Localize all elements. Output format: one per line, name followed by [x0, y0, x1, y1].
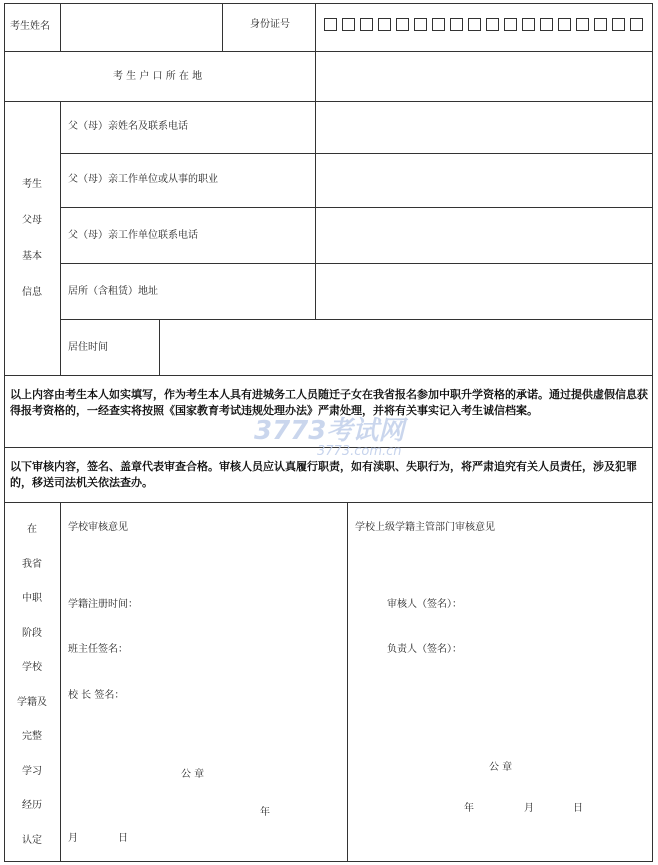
- row-divider: [60, 319, 652, 320]
- parents-side-label-4: 信息: [22, 287, 42, 298]
- id-digit-box[interactable]: [612, 18, 625, 31]
- row-divider: [60, 153, 652, 154]
- residence-input[interactable]: [317, 265, 650, 317]
- id-digit-box[interactable]: [342, 18, 355, 31]
- school-month-label: 月: [68, 833, 78, 844]
- col-divider: [60, 3, 61, 51]
- col-divider: [315, 3, 316, 51]
- parent-work-label: 父（母）亲工作单位或从事的职业: [68, 174, 218, 185]
- row-divider: [4, 502, 652, 503]
- row-divider: [4, 51, 652, 52]
- id-digit-box[interactable]: [432, 18, 445, 31]
- teacher-sign-label: 班主任签名：: [68, 644, 128, 655]
- col-divider: [315, 51, 316, 101]
- review-side-label-line: 学习: [22, 765, 42, 777]
- responsible-sign-label: 负责人（签名）：: [387, 644, 462, 655]
- school-year-label: 年: [260, 807, 270, 818]
- promise-text: 以上内容由考生本人如实填写，作为考生本人具有进城务工人员随迁子女在我省报名参加中职升学资格的承诺。通过提供虚假信息获得报考资格的，一经查实将按照《国家教育考试违规处理办法》严肃处理，并将有关事实记入考生诚信档案。: [10, 388, 648, 417]
- school-seal-label: 公 章: [181, 769, 205, 780]
- id-digit-box[interactable]: [414, 18, 427, 31]
- review-side-label-line: 学籍及: [17, 696, 47, 708]
- name-label: 考生姓名: [10, 21, 50, 32]
- col-divider: [315, 101, 316, 319]
- review-side-label-line: 阶段: [22, 627, 42, 639]
- parent-work-phone-label: 父（母）亲工作单位联系电话: [68, 230, 198, 241]
- id-digit-box[interactable]: [558, 18, 571, 31]
- col-divider: [60, 502, 61, 861]
- id-digit-box[interactable]: [378, 18, 391, 31]
- col-divider: [60, 101, 61, 375]
- row-divider: [60, 263, 652, 264]
- watermark-url: 3773.com.cn: [317, 444, 402, 459]
- residence-time-input[interactable]: [161, 321, 650, 373]
- id-label: 身份证号: [250, 19, 290, 30]
- id-digit-box[interactable]: [360, 18, 373, 31]
- review-side-label-line: 认定: [22, 834, 42, 846]
- authority-year-label: 年: [464, 803, 474, 814]
- authority-day-label: 日: [573, 803, 583, 814]
- authority-month-label: 月: [524, 803, 534, 814]
- col-divider: [159, 319, 160, 375]
- watermark-brand: 3773考试网: [254, 416, 405, 446]
- id-number-boxes[interactable]: [324, 18, 648, 32]
- residence-time-label: 居住时间: [68, 342, 108, 353]
- table-border-right: [652, 3, 653, 862]
- review-side-label-line: 我省: [22, 558, 42, 570]
- authority-review-title: 学校上级学籍主管部门审核意见: [355, 522, 495, 533]
- col-divider: [347, 502, 348, 861]
- name-input[interactable]: [62, 5, 220, 49]
- reviewer-sign-label: 审核人（签名）：: [387, 599, 462, 610]
- principal-sign-label: 校 长 签名：: [68, 690, 125, 701]
- parent-name-phone-input[interactable]: [317, 103, 650, 151]
- id-digit-box[interactable]: [576, 18, 589, 31]
- school-reg-time-label: 学籍注册时间：: [68, 599, 138, 610]
- parent-work-phone-input[interactable]: [317, 209, 650, 261]
- table-border-bottom: [4, 861, 652, 862]
- authority-seal-label: 公 章: [489, 762, 513, 773]
- row-divider: [4, 101, 652, 102]
- table-border-top: [4, 3, 652, 4]
- id-digit-box[interactable]: [630, 18, 643, 31]
- id-digit-box[interactable]: [540, 18, 553, 31]
- review-side-label-line: 在: [27, 524, 37, 535]
- review-notice-text: 以下审核内容，签名、盖章代表审查合格。审核人员应认真履行职责，如有渎职、失职行为，将严肃追究有关人员责任，涉及犯罪的，移送司法机关依法查办。: [10, 460, 637, 489]
- col-divider: [222, 3, 223, 51]
- review-side-label-line: 学校: [22, 662, 42, 673]
- school-day-label: 日: [118, 833, 128, 844]
- id-digit-box[interactable]: [504, 18, 517, 31]
- review-side-label-line: 完整: [22, 731, 42, 742]
- id-digit-box[interactable]: [396, 18, 409, 31]
- parents-side-label-3: 基本: [22, 251, 42, 262]
- residence-label: 居所（含租赁）地址: [68, 286, 158, 297]
- row-divider: [4, 375, 652, 376]
- hukou-label: 考 生 户 口 所 在 地: [113, 71, 203, 82]
- id-digit-box[interactable]: [594, 18, 607, 31]
- id-digit-box[interactable]: [486, 18, 499, 31]
- hukou-input[interactable]: [317, 53, 650, 99]
- row-divider: [60, 207, 652, 208]
- id-digit-box[interactable]: [468, 18, 481, 31]
- id-digit-box[interactable]: [324, 18, 337, 31]
- parent-name-phone-label: 父（母）亲姓名及联系电话: [68, 121, 188, 132]
- school-review-title: 学校审核意见: [68, 522, 128, 533]
- id-digit-box[interactable]: [450, 18, 463, 31]
- id-digit-box[interactable]: [522, 18, 535, 31]
- parent-work-input[interactable]: [317, 155, 650, 205]
- parents-side-label-1: 考生: [22, 179, 42, 190]
- parents-side-label-2: 父母: [22, 215, 42, 226]
- review-side-label-line: 经历: [22, 800, 42, 811]
- review-side-label-line: 中职: [22, 593, 42, 604]
